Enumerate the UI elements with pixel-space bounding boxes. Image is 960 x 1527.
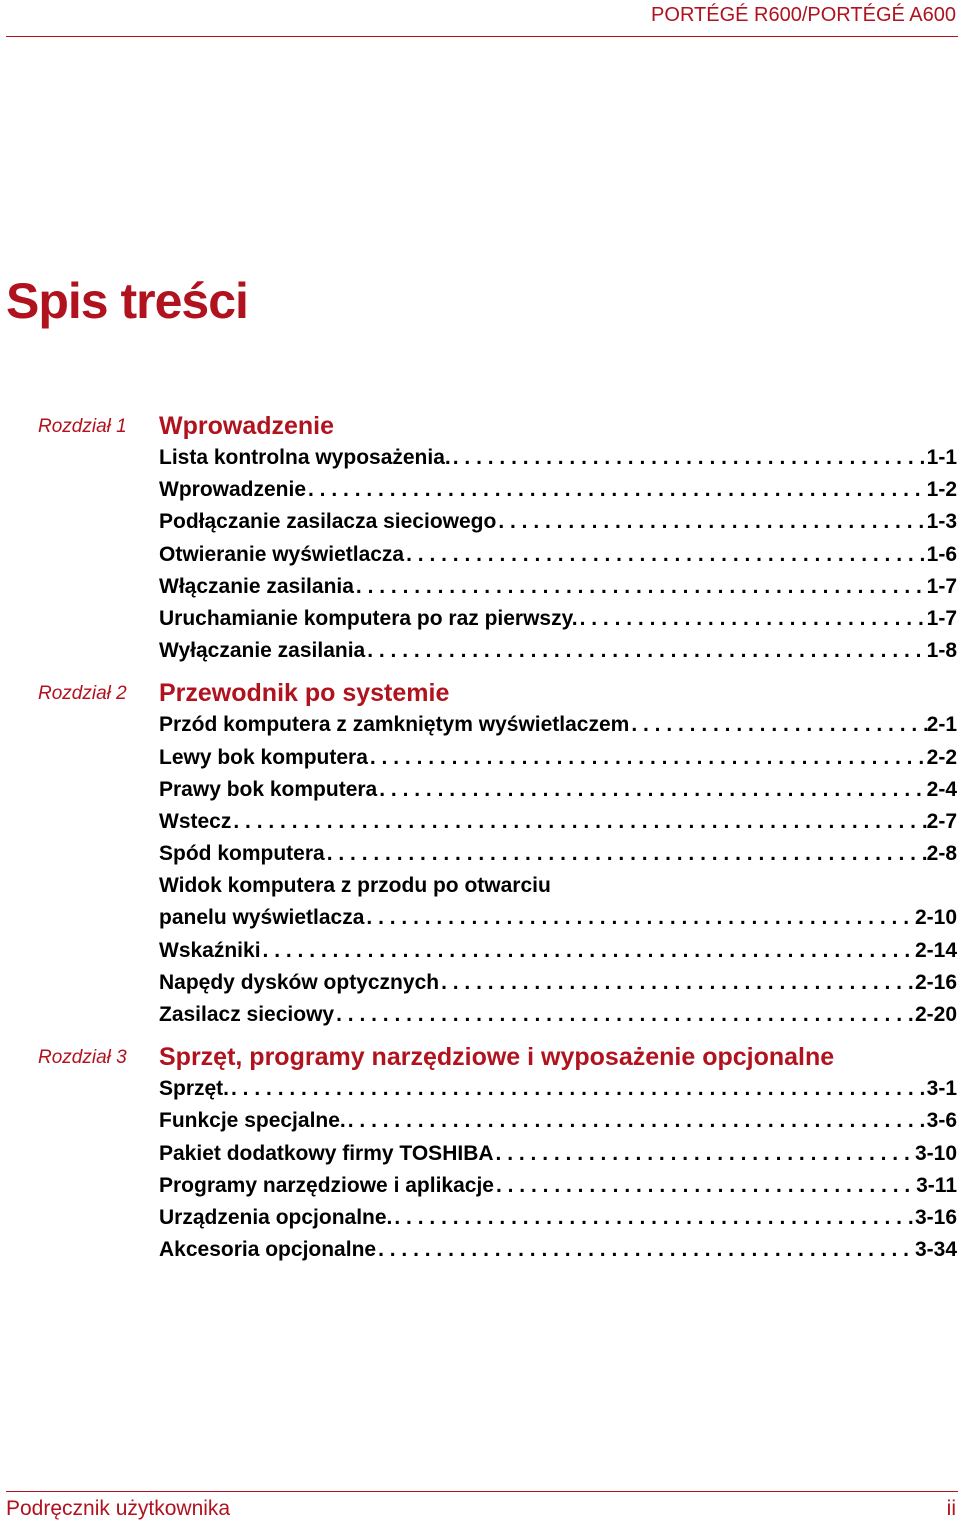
toc-entry-page: 2-2 <box>926 745 957 769</box>
chapter-3 <box>0 1041 960 1266</box>
toc-entry-page: 1-8 <box>926 639 957 663</box>
dot-leader <box>629 709 926 741</box>
dot-leader <box>364 902 915 934</box>
dot-leader <box>306 474 927 506</box>
toc-entry-label: Akcesoria opcjonalne <box>159 1238 377 1262</box>
toc-entry-label: Wyłączanie zasilania <box>159 639 366 663</box>
dot-leader <box>494 1138 915 1170</box>
page-title: Spis treści <box>6 273 248 329</box>
dot-leader <box>229 1073 927 1105</box>
toc-entry-page: 2-7 <box>926 809 957 833</box>
toc-entry-page: 2-16 <box>914 970 957 994</box>
toc-entry[interactable] <box>159 1105 957 1137</box>
header-rule <box>6 36 958 37</box>
dot-leader <box>392 1202 915 1234</box>
toc-entry[interactable] <box>159 571 957 603</box>
toc-entry[interactable] <box>159 838 957 870</box>
toc-entry-label: Widok komputera z przodu po otwarciu <box>159 874 551 898</box>
running-header: PORTÉGÉ R600/PORTÉGÉ A600 <box>651 4 956 26</box>
toc-entry-page: 1-6 <box>926 542 957 566</box>
toc-entry[interactable] <box>159 1202 957 1234</box>
toc-entry-label: Lewy bok komputera <box>159 745 368 769</box>
dot-leader <box>578 603 927 635</box>
toc-entry-label: Urządzenia opcjonalne. <box>159 1205 393 1229</box>
chapter-label: Rozdział 3 <box>38 1047 127 1069</box>
toc-entry-page: 1-3 <box>926 510 957 534</box>
dot-leader <box>261 935 915 967</box>
toc-entry-label: Wstecz <box>159 809 232 833</box>
toc-entry-page: 3-6 <box>926 1109 957 1133</box>
chapter-title[interactable]: Sprzęt, programy narzędziowe i wyposażenie opcjonalne <box>159 1043 835 1072</box>
dot-leader <box>231 806 926 838</box>
toc-entry-label: Podłączanie zasilacza sieciowego <box>159 510 497 534</box>
dot-leader <box>334 999 915 1031</box>
toc-entry-page: 2-8 <box>926 842 957 866</box>
toc-entry[interactable] <box>159 539 957 571</box>
toc-entry-page: 2-10 <box>914 906 957 930</box>
toc-entry[interactable] <box>159 1234 957 1266</box>
toc-entry-label: Pakiet dodatkowy firmy TOSHIBA <box>159 1141 494 1165</box>
chapter-title[interactable]: Wprowadzenie <box>159 412 335 440</box>
toc-entry[interactable] <box>159 806 957 838</box>
chapter-title[interactable]: Przewodnik po systemie <box>159 679 450 708</box>
dot-leader <box>451 442 927 474</box>
running-footer: Podręcznik użytkownika <box>6 1497 231 1520</box>
toc-entry-label: Funkcje specjalne. <box>159 1109 346 1133</box>
toc-entry-label: Zasilacz sieciowy <box>159 1003 335 1026</box>
toc-entry[interactable] <box>159 935 957 967</box>
toc-entry[interactable] <box>159 474 957 506</box>
toc-entry-label: Otwieranie wyświetlacza <box>159 542 405 566</box>
toc-entry-page: 2-4 <box>926 777 957 801</box>
toc-entry[interactable] <box>159 1170 957 1202</box>
dot-leader <box>354 571 927 603</box>
toc-entry-label: Napędy dysków optycznych <box>159 970 440 994</box>
toc-entry[interactable] <box>159 709 957 741</box>
dot-leader <box>346 1105 927 1137</box>
toc-entry-page: 1-1 <box>926 446 957 469</box>
dot-leader <box>376 1234 915 1266</box>
toc-entry-label: Sprzęt. <box>159 1077 230 1101</box>
toc-entry[interactable] <box>159 442 957 474</box>
dot-leader <box>365 635 926 667</box>
toc-entry-label: Lista kontrolna wyposażenia. <box>159 446 451 469</box>
toc-entry[interactable] <box>159 506 957 538</box>
page-number: ii <box>946 1497 956 1520</box>
toc-entry[interactable] <box>159 902 957 934</box>
toc-entry-label: Spód komputera <box>159 842 325 866</box>
toc-entry[interactable] <box>159 635 957 667</box>
toc-entry[interactable] <box>159 1138 957 1170</box>
toc-entry[interactable] <box>159 742 957 774</box>
footer-rule <box>6 1491 958 1492</box>
chapter-1 <box>0 410 960 667</box>
toc-entry-label: Wprowadzenie <box>159 478 307 502</box>
toc-entry-page: 3-10 <box>914 1141 957 1165</box>
toc-entry-page: 3-16 <box>914 1205 957 1229</box>
toc-entry[interactable] <box>159 967 957 999</box>
toc-entry-page: 3-1 <box>926 1077 957 1101</box>
toc-entry-label: Programy narzędziowe i aplikacje <box>159 1173 494 1197</box>
chapter-label: Rozdział 2 <box>38 683 127 705</box>
dot-leader <box>439 967 915 999</box>
chapter-label: Rozdział 1 <box>38 416 127 437</box>
toc-entry-page: 3-11 <box>916 1173 957 1197</box>
toc-entry-page: 1-7 <box>926 574 957 598</box>
toc-entry-page: 1-2 <box>926 478 957 502</box>
dot-leader <box>494 1170 916 1202</box>
toc-entry[interactable] <box>159 603 957 635</box>
toc-entry-first-line[interactable] <box>159 870 957 902</box>
dot-leader <box>496 506 926 538</box>
toc-entry-page: 2-20 <box>914 1003 957 1026</box>
dot-leader <box>368 742 927 774</box>
toc-entry-label: panelu wyświetlacza <box>159 906 365 930</box>
toc-entry-label: Uruchamianie komputera po raz pierwszy. <box>159 606 578 630</box>
toc-entry-page: 2-1 <box>926 713 957 737</box>
dot-leader <box>404 539 927 571</box>
chapter-2 <box>0 677 960 1031</box>
toc-entry-label: Prawy bok komputera <box>159 777 378 801</box>
dot-leader <box>325 838 927 870</box>
toc-entry-page: 3-34 <box>914 1238 957 1262</box>
toc-entry-label: Przód komputera z zamkniętym wyświetlaczem <box>159 713 630 737</box>
toc-entry-label: Wskaźniki <box>159 938 261 962</box>
toc-entry[interactable] <box>159 999 957 1031</box>
toc-entry-page: 2-14 <box>914 938 957 962</box>
table-of-contents <box>0 410 960 1276</box>
toc-entry-page: 1-7 <box>926 606 957 630</box>
dot-leader <box>377 774 926 806</box>
toc-entry[interactable] <box>159 774 957 806</box>
toc-entry[interactable] <box>159 1073 957 1105</box>
toc-entry-label: Włączanie zasilania <box>159 574 354 598</box>
